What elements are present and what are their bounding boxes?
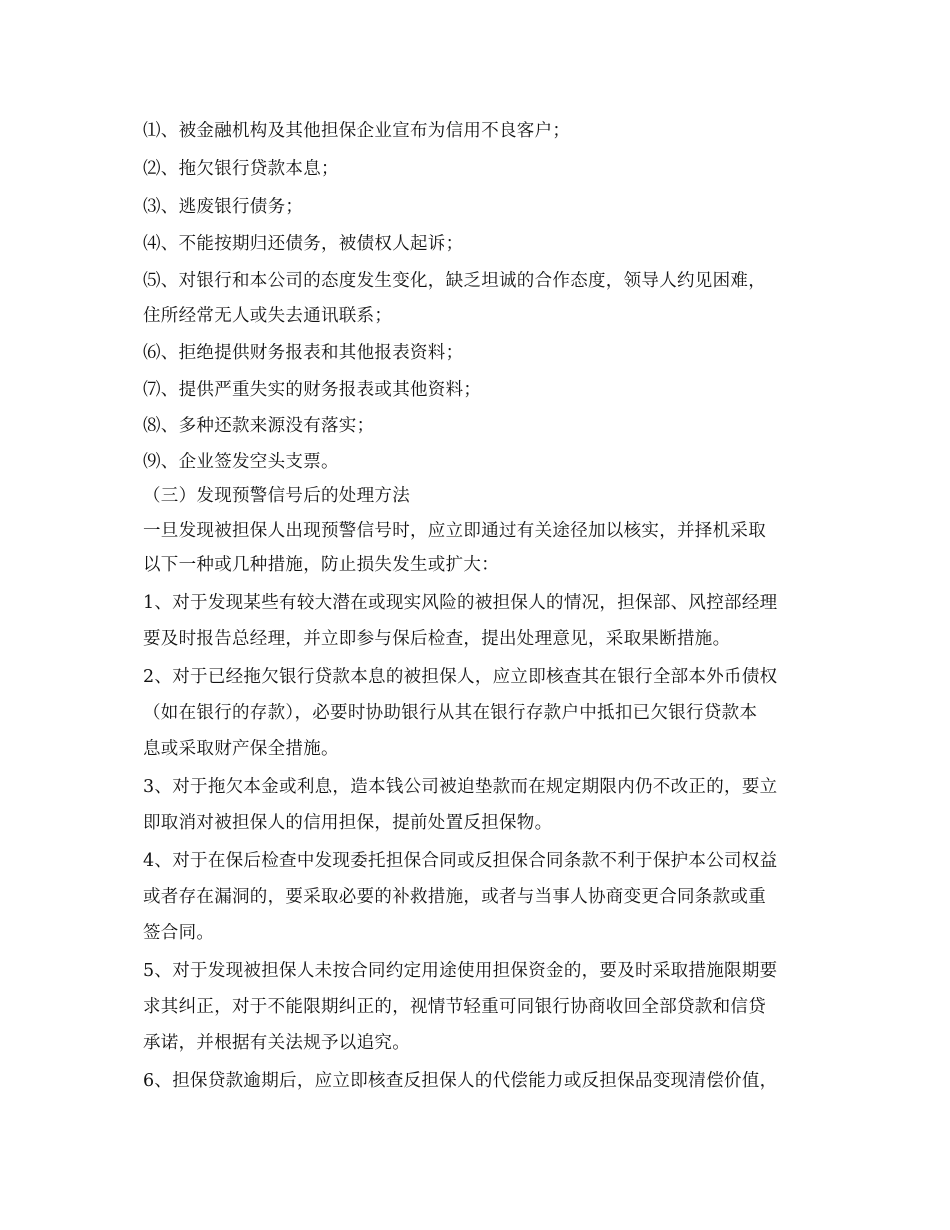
measure-2-line-2: （如在银行的存款），必要时协助银行从其在银行存款户中抵扣已欠银行贷款本 [143,703,758,723]
warning-item-2: ⑵、拖欠银行贷款本息； [143,159,339,179]
warning-item-1: ⑴、被金融机构及其他担保企业宣布为信用不良客户； [143,121,571,141]
warning-item-9: ⑼、企业签发空头支票。 [143,452,339,472]
measure-2-line-1: 2、对于已经拖欠银行贷款本息的被担保人，应立即核查其在银行全部本外币债权 [143,667,778,687]
measure-4-line-3: 签合同。 [143,923,215,943]
warning-item-4: ⑷、不能按期归还债务，被债权人起诉； [143,234,464,254]
section-heading: （三）发现预警信号后的处理方法 [143,486,410,506]
measure-1-line-2: 要及时报告总经理，并立即参与保后检查，提出处理意见，采取果断措施。 [143,629,731,649]
measure-3-line-2: 即取消对被担保人的信用担保，提前处置反担保物。 [143,813,553,833]
warning-item-5-cont: 住所经常无人或失去通讯联系； [143,306,393,326]
measure-2-line-3: 息或采取财产保全措施。 [143,739,339,759]
measure-4-line-1: 4、对于在保后检查中发现委托担保合同或反担保合同条款不利于保护本公司权益 [143,851,778,871]
warning-item-3: ⑶、逃废银行债务； [143,197,304,217]
measure-6-line-1: 6、担保贷款逾期后，应立即核查反担保人的代偿能力或反担保品变现清偿价值， [143,1071,778,1091]
measure-4-line-2: 或者存在漏洞的，要采取必要的补救措施，或者与当事人协商变更合同条款或重 [143,887,766,907]
intro-paragraph-line-2: 以下一种或几种措施，防止损失发生或扩大： [143,555,499,575]
measure-5-line-2: 求其纠正，对于不能限期纠正的，视情节轻重可同银行协商收回全部贷款和信贷 [143,997,766,1017]
intro-paragraph-line-1: 一旦发现被担保人出现预警信号时，应立即通过有关途径加以核实，并择机采取 [143,521,766,541]
warning-item-6: ⑹、拒绝提供财务报表和其他报表资料； [143,343,464,363]
measure-5-line-3: 承诺，并根据有关法规予以追究。 [143,1033,410,1053]
measure-5-line-1: 5、对于发现被担保人未按合同约定用途使用担保资金的，要及时采取措施限期要 [143,961,778,981]
warning-item-5: ⑸、对银行和本公司的态度发生变化，缺乏坦诚的合作态度，领导人约见困难， [143,271,766,291]
measure-1-line-1: 1、对于发现某些有较大潜在或现实风险的被担保人的情况，担保部、风控部经理 [143,593,778,613]
measure-3-line-1: 3、对于拖欠本金或利息，造本钱公司被迫垫款而在规定期限内仍不改正的，要立 [143,777,778,797]
warning-item-8: ⑻、多种还款来源没有落实； [143,416,375,436]
warning-item-7: ⑺、提供严重失实的财务报表或其他资料； [143,380,482,400]
